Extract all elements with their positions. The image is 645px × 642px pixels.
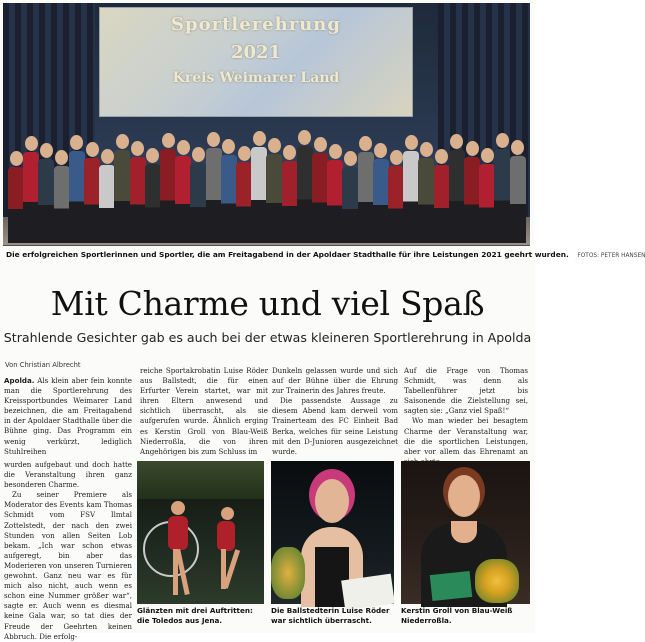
athlete-head (374, 143, 387, 158)
article-column-2 (140, 366, 268, 456)
athlete-head (511, 140, 524, 155)
headline: Mit Charme und viel Spaß (50, 284, 485, 323)
athlete-figure (509, 140, 527, 243)
athlete-head (329, 144, 342, 159)
athlete-head (420, 142, 433, 157)
athlete-head (177, 140, 190, 155)
photo-caption-strip (3, 246, 645, 265)
byline: Von Christian Albrecht (5, 361, 81, 369)
article-column-3 (272, 366, 398, 456)
article-text-col3-p1: Dunkeln gelassen wurde und sich auf der Bühne über die Ehrung zur Trainerin des Jahres freute. (272, 366, 398, 396)
athlete-head (268, 138, 281, 153)
gymnast-head (221, 507, 234, 520)
athlete-head (146, 148, 159, 163)
athlete-head (10, 151, 23, 166)
athlete-head (466, 141, 479, 156)
photo-caption (6, 250, 645, 259)
athletes-group (3, 118, 530, 243)
athlete-head (222, 139, 235, 154)
athlete-body (510, 156, 526, 243)
athlete-head (496, 133, 509, 148)
athlete-head (298, 130, 311, 145)
article-text-col4-p2: Wo man wieder bei besagtem Charme der Veranstaltung war, die die sportlichen Leistungen, aber vor allem das Ehrenamt an (404, 416, 528, 456)
athlete-head (253, 131, 266, 146)
photo-luise-roeder (271, 461, 394, 604)
photo-caption-gymnasts: Glänzten mit drei Auftritten: die Toledos aus Jena. (137, 606, 253, 625)
dateline: Apolda. (4, 376, 35, 385)
flower-bouquet (475, 559, 519, 603)
athlete-head (192, 147, 205, 162)
athlete-head (283, 145, 296, 160)
article-text-col1-cont: wurden aufgebaut und doch hatte die Veranstaltung ihren ganz besonderen Charme. (4, 460, 132, 490)
screen-line-3: Kreis Weimarer Land (172, 70, 340, 86)
athlete-head (55, 150, 68, 165)
athlete-head (207, 132, 220, 147)
athlete-head (405, 135, 418, 150)
athlete-head (40, 143, 53, 158)
athlete-head (101, 149, 114, 164)
athlete-head (314, 137, 327, 152)
photo-credit: FOTOS: PETER HANSEN (577, 253, 645, 259)
gymnast-body (168, 516, 188, 550)
subheadline: Strahlende Gesichter gab es auch bei der etwas kleineren Sportlerehrung in Apolda (3, 330, 532, 345)
athlete-head (86, 142, 99, 157)
photo-backdrop (137, 461, 264, 499)
face (315, 479, 349, 523)
athlete-head (116, 134, 129, 149)
athlete-head (162, 133, 175, 148)
flower-bouquet (271, 547, 305, 599)
gift-bag (430, 571, 472, 601)
group-photo (3, 3, 645, 265)
screen-line-1: Sportlerehrung (171, 14, 341, 35)
athlete-head (344, 151, 357, 166)
photo-caption-text: Die erfolgreichen Sportlerinnen und Sportler, die am Freitagabend in der Apoldaer Stadthalle für ihre Leistungen 2021 geehrt wurden. (6, 250, 569, 259)
athlete-head (390, 150, 403, 165)
athlete-head (25, 136, 38, 151)
screen-line-2: 2021 (230, 42, 282, 63)
article-column-1 (4, 376, 132, 460)
article-column-1-continued (4, 460, 132, 641)
photo-gymnasts (137, 461, 264, 604)
athlete-head (131, 141, 144, 156)
article-text-col1-p2: Zu seiner Premiere als Moderator des Events kam Thomas Schmidt vom FSV Ilmtal Zottelstedt, der nach den zwei Stunden von allen Seiten Lob bekam. „Ich war schon etwas aufgeregt, bin aber das Moderieren von unseren Turnieren gewohnt. Ganz neu war es für mich also nicht, auch wenn es schon eine Nummer größer war“, sagte er. Auch wenn es diesmal keine Gala war, so tat dies der Freude der Geehrten keinen Abbruch. Die erfolg- (4, 490, 132, 641)
article-text-col4-p1: Auf die Frage von Thomas Schmidt, was denn als Tabellenführer jetzt bis Saisonende die Zielstellung sei, sagten sie: „Ganz viel Spaß!“ (404, 366, 528, 416)
photo-kerstin-groll (401, 461, 530, 604)
athlete-head (450, 134, 463, 149)
gymnast-body (217, 521, 235, 551)
photo-caption-kerstin: Kerstin Groll von Blau-Weiß Niederroßla. (401, 606, 513, 625)
projection-screen (99, 7, 413, 117)
article-text-col1: Als klein aber fein konnte man die Sportlerehrung des Kreissportbundes Weimarer Land bezeichnen, die am Freitagabend in der Apoldaer Stadthalle über die Bühne ging. Das Programm ein wenig verkürzt, lediglich Stuhlreihen (4, 376, 132, 456)
athlete-head (481, 148, 494, 163)
athlete-head (359, 136, 372, 151)
article-text-col3-p2: Die passendste Aussage zu diesem Abend kam derweil vom Trainerteam des FC Einheit Bad Berka, welches für seine Leistung mit den D-Junioren ausgezeichnet wurde. (272, 396, 398, 456)
athlete-head (238, 146, 251, 161)
athlete-head (435, 149, 448, 164)
face (448, 475, 480, 517)
article-column-4 (404, 366, 528, 456)
photo-caption-luise: Die Ballstedterin Luise Röder war sichtlich überrascht. (271, 606, 390, 625)
neck (451, 521, 477, 543)
gymnast-head (171, 501, 185, 515)
certificate (341, 574, 395, 611)
athlete-head (70, 135, 83, 150)
article-text-col2: reiche Sportakrobatin Luise Röder aus Ballstedt, die für einen Erfurter Verein startet, war mit ihren Eltern anwesend und sichtlich überrascht, als sie aufgerufen wurde. Ähnlich erging es Kerstin Groll von Blau-Weiß Niederroßla, die von ihren Angehörigen bis zum Schluss im (140, 366, 268, 456)
